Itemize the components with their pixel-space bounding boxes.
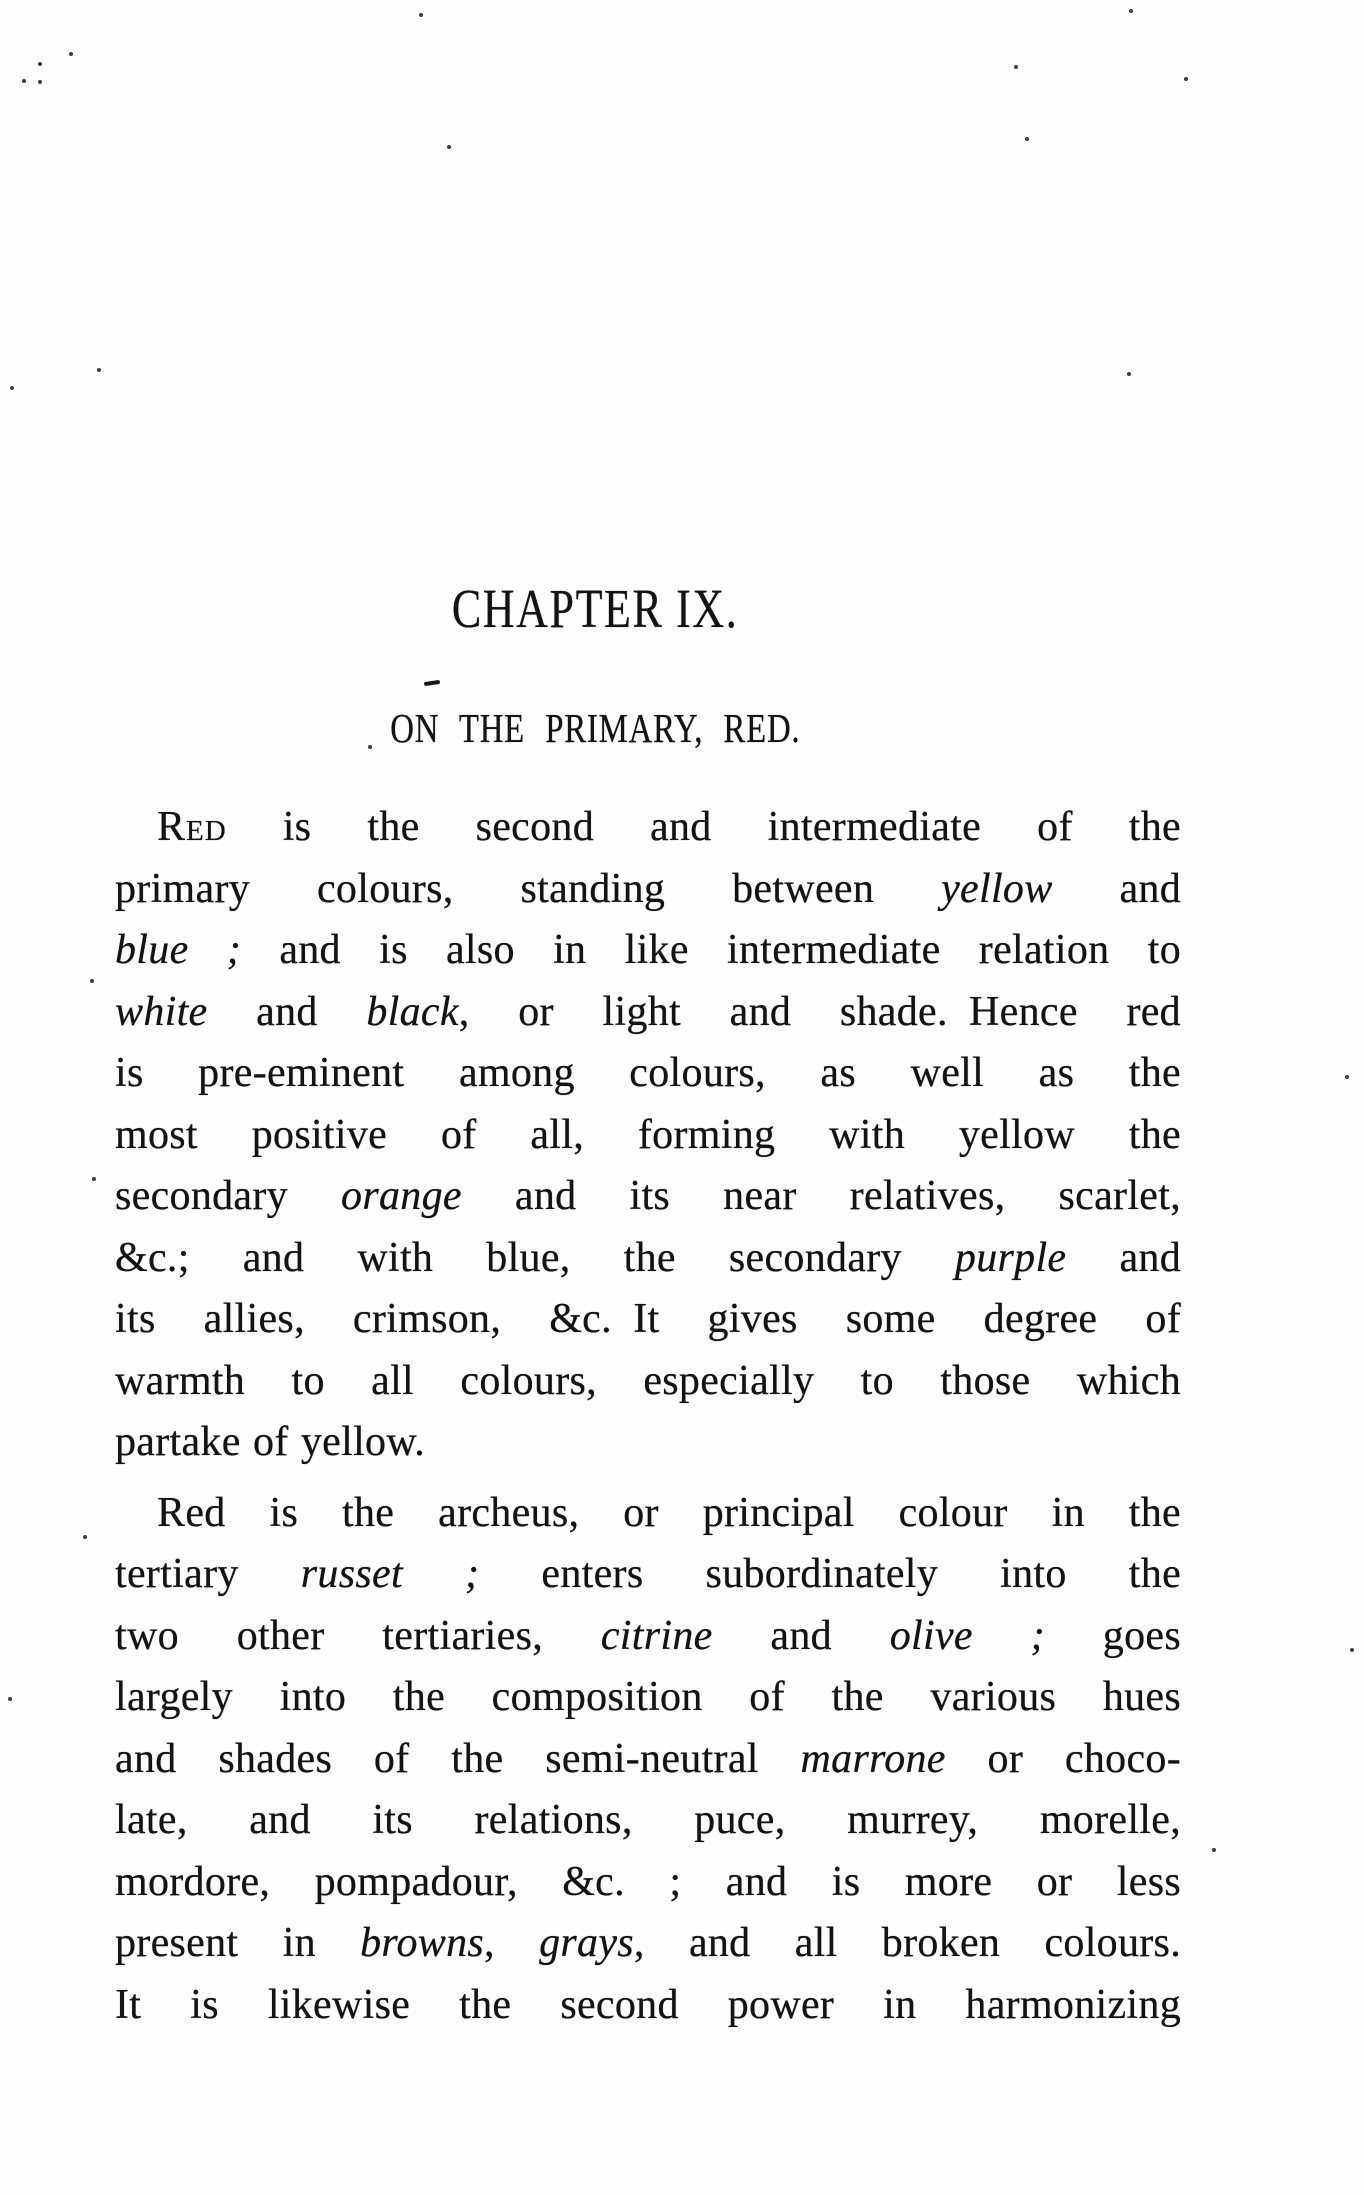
scan-speck [8, 1697, 12, 1701]
chapter-heading [0, 580, 1190, 638]
text-line: is pre-eminent among colours, as well as the [115, 1050, 1181, 1096]
scan-speck [368, 745, 372, 749]
scan-speck [97, 368, 101, 372]
scan-speck [447, 145, 451, 149]
scan-speck [1129, 9, 1133, 13]
text-line: &c.; and with blue, the secondary purple and [115, 1234, 1181, 1281]
paragraph-1 [115, 797, 1181, 1474]
text-line: and shades of the semi-neutral marrone or choco- [115, 1735, 1181, 1782]
scan-speck [38, 80, 42, 84]
scan-speck [419, 13, 423, 17]
text-line: primary colours, standing between yellow and [115, 865, 1182, 912]
text-line: warmth to all colours, especially to those which [115, 1357, 1181, 1404]
text-line: partake of yellow. [115, 1419, 426, 1465]
text-line: its allies, crimson, &c. It gives some degree of [115, 1296, 1181, 1342]
scan-speck [90, 979, 94, 983]
text-line: two other tertiaries, citrine and olive ; goes [115, 1612, 1181, 1659]
scan-speck [38, 62, 42, 66]
scan-speck [92, 1177, 96, 1181]
scan-speck [22, 79, 26, 83]
scan-speck [1350, 1648, 1354, 1652]
scan-speck [83, 1535, 87, 1539]
text-line: Red is the second and intermediate of the [157, 804, 1181, 850]
text-line: mordore, pompadour, &c. ; and is more or less [115, 1858, 1181, 1905]
text-line: present in browns, grays, and all broken colours. [115, 1920, 1181, 1966]
scan-speck [1025, 137, 1029, 141]
text-line: tertiary russet ; enters subordinately into the [115, 1551, 1182, 1597]
scan-speck [69, 52, 73, 56]
text-line: blue ; and is also in like intermediate relation to [115, 927, 1181, 973]
text-line: largely into the composition of the various hues [115, 1674, 1181, 1720]
scan-speck [1127, 372, 1131, 376]
text-line: white and black, or light and shade. Hence red [115, 988, 1181, 1035]
section-heading [0, 706, 1190, 750]
paragraph-2 [115, 1483, 1181, 2037]
text-line: Red is the archeus, or principal colour in the [157, 1489, 1181, 1536]
scan-speck [1014, 65, 1018, 69]
scan-speck [1184, 77, 1188, 81]
text-line: It is likewise the second power in harmonizing [115, 1981, 1181, 2028]
scan-dash-artifact [424, 680, 440, 686]
chapter-heading-text: CHAPTER IX. [451, 578, 739, 639]
text-line: secondary orange and its near relatives, scarlet, [115, 1173, 1181, 1219]
text-line: most positive of all, forming with yellow the [115, 1111, 1181, 1158]
scan-speck [1212, 1848, 1216, 1852]
scan-speck [10, 386, 14, 390]
section-heading-text: ON THE PRIMARY, RED. [389, 705, 801, 751]
body-text-block [115, 797, 1181, 2036]
scan-speck [1345, 1075, 1349, 1079]
text-line: late, and its relations, puce, murrey, morelle, [115, 1797, 1181, 1843]
